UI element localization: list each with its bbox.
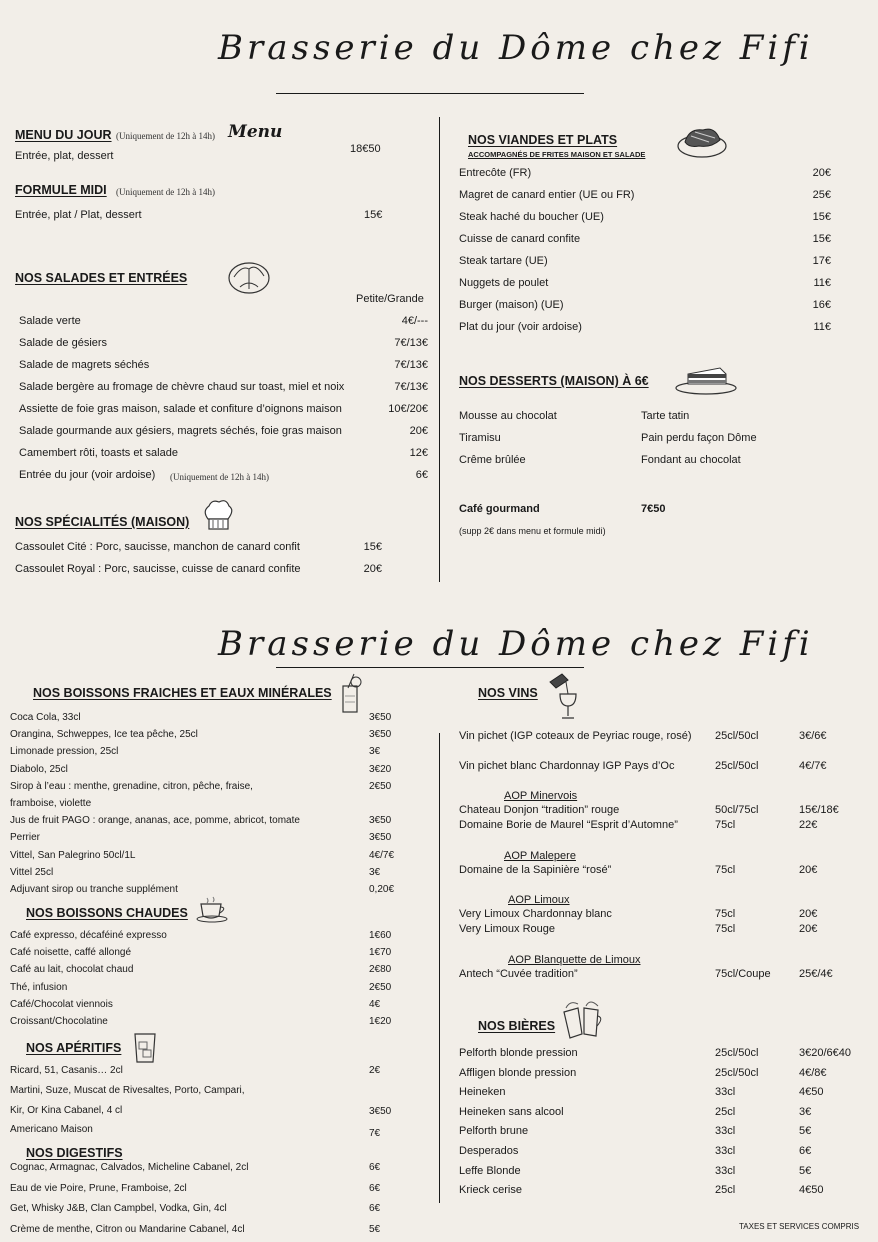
column-divider-2 xyxy=(439,733,440,1203)
viande-item-name: Nuggets de poulet xyxy=(459,277,549,289)
fraiches-item-price: 2€50 xyxy=(369,780,392,792)
aperitifs-item-name: Ricard, 51, Casanis… 2cl xyxy=(10,1065,123,1076)
digestifs-item-price: 6€ xyxy=(369,1162,381,1173)
vin-item-name: Vin pichet (IGP coteaux de Peyriac rouge, rosé) xyxy=(459,730,692,742)
chaudes-heading: NOS BOISSONS CHAUDES xyxy=(26,906,188,920)
salade-item-name: Assiette de foie gras maison, salade et confiture d’oignons maison xyxy=(19,403,342,415)
fraiches-item-name: Perrier xyxy=(10,832,41,844)
specialites-heading: NOS SPÉCIALITÉS (MAISON) xyxy=(15,515,190,529)
biere-item-size: 33cl xyxy=(715,1164,736,1177)
cabbage-icon xyxy=(226,259,272,295)
digestifs-item-price: 6€ xyxy=(369,1182,381,1194)
digestifs-item-price: 6€ xyxy=(369,1203,381,1214)
fraiches-item-name: Sirop à l’eau : menthe, grenadine, citron, pêche, fraise, xyxy=(10,780,253,792)
vins-heading: NOS VINS xyxy=(478,686,538,700)
desserts-heading: NOS DESSERTS (MAISON) À 6€ xyxy=(459,374,649,388)
salade-item-name: Salade de gésiers xyxy=(19,337,108,349)
fraiches-item-name: Adjuvant sirop ou tranche supplément xyxy=(10,884,178,895)
dessert-item: Crême brûlée xyxy=(459,454,526,466)
digestifs-item-name: Get, Whisky J&B, Clan Campbel, Vodka, Gin, 4cl xyxy=(10,1203,227,1214)
vin-item-name: Chateau Donjon “tradition” rouge xyxy=(459,804,620,816)
biere-item-size: 25cl/50cl xyxy=(715,1047,759,1059)
fraiches-item-name: Orangina, Schweppes, Ice tea pêche, 25cl xyxy=(10,729,198,741)
vin-item-size: 75cl xyxy=(715,819,736,831)
biere-item-size: 33cl xyxy=(715,1145,736,1157)
viande-item-price: 15€ xyxy=(812,233,831,245)
biere-item-name: Affligen blonde pression xyxy=(459,1066,577,1079)
biere-item-price: 5€ xyxy=(799,1125,812,1138)
aperitifs-item-name: Americano Maison xyxy=(10,1124,93,1135)
dessert-item: Mousse au chocolat xyxy=(459,410,557,422)
fraiches-item-price: 3€50 xyxy=(369,815,392,827)
salade-item-name: Salade verte xyxy=(19,315,81,327)
footer-note: TAXES ET SERVICES COMPRIS xyxy=(739,1222,860,1231)
vin-item-price: 3€/6€ xyxy=(799,730,827,742)
viande-item-name: Steak tartare (UE) xyxy=(459,255,548,267)
cafe-gourmand-note: (supp 2€ dans menu et formule midi) xyxy=(459,526,606,536)
vin-item-name: Domaine Borie de Maurel “Esprit d’Automne” xyxy=(459,819,678,831)
chaudes-item-price: 1€60 xyxy=(369,930,392,941)
viande-item-name: Magret de canard entier (UE ou FR) xyxy=(459,189,635,201)
chaudes-item-price: 2€80 xyxy=(369,964,392,976)
biere-item-size: 33cl xyxy=(715,1086,736,1099)
aperitifs-item-price: 7€ xyxy=(369,1128,381,1139)
aop-label: AOP Blanquette de Limoux xyxy=(508,954,641,966)
viande-item-price: 20€ xyxy=(812,167,831,179)
vin-item-size: 25cl/50cl xyxy=(715,730,759,742)
chaudes-item-price: 1€20 xyxy=(369,1016,392,1027)
vin-item-size: 50cl/75cl xyxy=(715,804,759,816)
menu-du-jour-heading: MENU DU JOUR xyxy=(15,128,112,142)
vin-item-size: 75cl xyxy=(715,923,736,935)
digestifs-item-name: Crème de menthe, Citron ou Mandarine Cabanel, 4cl xyxy=(10,1223,245,1235)
menu-du-jour-desc: Entrée, plat, dessert xyxy=(15,150,114,162)
aperitifs-item-name: Martini, Suze, Muscat de Rivesaltes, Porto, Campari, xyxy=(10,1085,245,1096)
fraiches-item-price: 4€/7€ xyxy=(369,849,395,861)
cafe-gourmand-label: Café gourmand xyxy=(459,503,540,515)
formule-midi-note: (Uniquement de 12h à 14h) xyxy=(116,187,215,197)
bieres-heading: NOS BIÈRES xyxy=(478,1019,556,1033)
chaudes-item-name: Thé, infusion xyxy=(10,981,68,993)
vin-item-size: 75cl/Coupe xyxy=(715,968,771,980)
salade-item-name: Salade gourmande aux gésiers, magrets séchés, foie gras maison xyxy=(19,425,342,437)
salade-item-price: 7€/13€ xyxy=(394,359,428,371)
beer-mugs-icon xyxy=(560,996,606,1042)
chaudes-item-name: Café/Chocolat viennois xyxy=(10,998,113,1010)
fraiches-item-price: 3€ xyxy=(369,746,381,758)
biere-item-price: 6€ xyxy=(799,1145,812,1157)
biere-item-price: 4€50 xyxy=(799,1086,824,1099)
biere-item-name: Heineken sans alcool xyxy=(459,1105,564,1118)
fraiches-item-name: Vittel 25cl xyxy=(10,866,54,878)
vin-item-size: 25cl/50cl xyxy=(715,760,759,772)
fraiches-item-name: Vittel, San Palegrino 50cl/1L xyxy=(10,849,136,861)
wine-pour-icon xyxy=(548,672,582,722)
salade-item-name: Salade bergère au fromage de chèvre chaud sur toast, miel et noix xyxy=(19,381,345,393)
vin-item-price: 4€/7€ xyxy=(799,760,827,772)
viande-item-price: 17€ xyxy=(812,255,831,267)
fraiches-item-price: 3€ xyxy=(369,866,381,878)
dessert-item: Pain perdu façon Dôme xyxy=(641,432,757,444)
column-divider xyxy=(439,117,440,582)
salade-item-name: Camembert rôti, toasts et salade xyxy=(19,447,178,459)
page-title: Brasserie du Dôme chez Fifi xyxy=(218,28,814,68)
chaudes-item-name: Café noisette, caffé allongé xyxy=(10,947,132,959)
fraiches-item-name: Limonade pression, 25cl xyxy=(10,746,119,758)
viandes-heading: NOS VIANDES ET PLATS xyxy=(468,133,618,147)
chaudes-item-name: Croissant/Chocolatine xyxy=(10,1016,108,1027)
vin-item-price: 20€ xyxy=(799,908,818,920)
aop-label: AOP Minervois xyxy=(504,790,578,802)
fraiches-item-name: framboise, violette xyxy=(10,798,92,809)
viande-item-price: 25€ xyxy=(812,189,831,201)
salade-item-price: 6€ xyxy=(415,469,428,481)
biere-item-size: 25cl xyxy=(715,1184,736,1197)
chef-hat-icon xyxy=(200,497,236,533)
aperitifs-item-name: Kir, Or Kina Cabanel, 4 cl xyxy=(10,1105,123,1116)
vin-item-size: 75cl xyxy=(715,864,736,876)
biere-item-name: Heineken xyxy=(459,1086,506,1099)
specialite-item-price: 15€ xyxy=(363,541,382,553)
biere-item-price: 4€/8€ xyxy=(799,1066,827,1079)
viandes-subheading: ACCOMPAGNÉS DE FRITES MAISON ET SALADE xyxy=(468,150,646,159)
page-title-2: Brasserie du Dôme chez Fifi xyxy=(218,624,814,664)
cafe-gourmand-price: 7€50 xyxy=(641,503,666,515)
digestifs-item-name: Eau de vie Poire, Prune, Framboise, 2cl xyxy=(10,1182,187,1194)
chaudes-item-name: Café expresso, décaféiné expresso xyxy=(10,930,167,941)
cocktail-icon xyxy=(336,672,366,716)
fraiches-item-name: Coca Cola, 33cl xyxy=(10,712,81,723)
salade-item-price: 7€/13€ xyxy=(394,381,428,393)
salade-item-note: (Uniquement de 12h à 14h) xyxy=(170,472,269,482)
biere-item-size: 25cl xyxy=(715,1105,736,1118)
menu-script: Menu xyxy=(228,122,283,142)
vin-item-name: Domaine de la Sapinière “rosé” xyxy=(459,864,612,876)
digestifs-item-price: 5€ xyxy=(369,1223,381,1235)
viande-item-price: 11€ xyxy=(813,321,831,333)
salade-item-name: Salade de magrets séchés xyxy=(19,359,150,371)
chaudes-item-price: 1€70 xyxy=(369,947,392,959)
aop-label: AOP Limoux xyxy=(508,894,570,906)
title-divider xyxy=(276,93,584,94)
biere-item-price: 4€50 xyxy=(799,1184,824,1197)
vin-item-price: 20€ xyxy=(799,864,818,876)
specialite-item-price: 20€ xyxy=(363,563,382,575)
formule-midi-price: 15€ xyxy=(364,209,383,221)
biere-item-name: Pelforth brune xyxy=(459,1125,529,1138)
viande-item-price: 15€ xyxy=(812,211,831,223)
chaudes-item-price: 4€ xyxy=(369,998,381,1010)
vin-item-price: 15€/18€ xyxy=(799,804,839,816)
fraiches-item-name: Diabolo, 25cl xyxy=(10,763,68,775)
vin-item-name: Very Limoux Chardonnay blanc xyxy=(459,908,612,920)
viande-item-name: Entrecôte (FR) xyxy=(459,167,532,179)
vin-item-price: 22€ xyxy=(799,819,818,831)
chaudes-item-price: 2€50 xyxy=(369,981,392,993)
fraiches-heading: NOS BOISSONS FRAICHES ET EAUX MINÉRALES xyxy=(33,686,332,700)
vin-item-price: 20€ xyxy=(799,923,818,935)
viande-item-name: Cuisse de canard confite xyxy=(459,233,581,245)
vin-item-price: 25€/4€ xyxy=(799,968,833,980)
chaudes-item-name: Café au lait, chocolat chaud xyxy=(10,964,134,976)
aop-label: AOP Malepere xyxy=(504,850,576,862)
biere-item-price: 3€20/6€40 xyxy=(799,1047,851,1059)
salade-item-name: Entrée du jour (voir ardoise) xyxy=(19,469,156,481)
fraiches-item-price: 3€50 xyxy=(369,729,392,741)
dessert-item: Tiramisu xyxy=(459,432,501,444)
menu-du-jour-price: 18€50 xyxy=(350,143,381,155)
menu-du-jour-note: (Uniquement de 12h à 14h) xyxy=(116,131,215,141)
specialite-item-name: Cassoulet Royal : Porc, saucisse, cuisse de canard confite xyxy=(15,563,301,575)
fraiches-item-name: Jus de fruit PAGO : orange, ananas, ace, pomme, abricot, tomate xyxy=(10,815,300,827)
salade-item-price: 20€ xyxy=(409,425,428,437)
vin-item-size: 75cl xyxy=(715,908,736,920)
dessert-item: Fondant au chocolat xyxy=(641,454,741,466)
biere-item-name: Krieck cerise xyxy=(459,1184,522,1197)
biere-item-size: 25cl/50cl xyxy=(715,1066,759,1079)
viande-item-name: Burger (maison) (UE) xyxy=(459,299,564,311)
whisky-glass-icon xyxy=(130,1030,160,1066)
biere-item-name: Desperados xyxy=(459,1145,519,1157)
specialite-item-name: Cassoulet Cité : Porc, saucisse, manchon de canard confit xyxy=(15,541,300,553)
salade-item-price: 10€/20€ xyxy=(388,403,428,415)
digestifs-item-name: Cognac, Armagnac, Calvados, Micheline Cabanel, 2cl xyxy=(10,1162,249,1173)
vin-item-name: Vin pichet blanc Chardonnay IGP Pays d’Oc xyxy=(459,760,675,772)
salades-heading: NOS SALADES ET ENTRÉES xyxy=(15,271,188,285)
salade-item-price: 12€ xyxy=(409,447,428,459)
fraiches-item-price: 3€50 xyxy=(369,832,392,844)
digestifs-heading: NOS DIGESTIFS xyxy=(26,1146,123,1160)
size-header: Petite/Grande xyxy=(356,293,424,305)
vin-item-name: Very Limoux Rouge xyxy=(459,923,555,935)
fraiches-item-price: 0,20€ xyxy=(369,884,395,895)
title-divider-2 xyxy=(276,667,584,668)
biere-item-price: 3€ xyxy=(799,1105,812,1118)
biere-item-name: Pelforth blonde pression xyxy=(459,1047,578,1059)
dessert-item: Tarte tatin xyxy=(641,410,690,422)
cake-icon xyxy=(674,362,738,396)
fraiches-item-price: 3€20 xyxy=(369,763,392,775)
aperitifs-item-price: 2€ xyxy=(369,1065,381,1076)
viande-item-price: 11€ xyxy=(813,277,831,289)
fraiches-item-price: 3€50 xyxy=(369,712,392,723)
steak-plate-icon xyxy=(675,122,729,160)
salade-item-price: 7€/13€ xyxy=(394,337,428,349)
vin-item-name: Antech “Cuvée tradition” xyxy=(459,968,578,980)
formule-midi-heading: FORMULE MIDI xyxy=(15,183,107,197)
aperitifs-heading: NOS APÉRITIFS xyxy=(26,1041,122,1055)
coffee-cup-icon xyxy=(195,896,231,924)
aperitifs-item-price: 3€50 xyxy=(369,1106,392,1117)
viande-item-name: Steak haché du boucher (UE) xyxy=(459,211,604,223)
biere-item-price: 5€ xyxy=(799,1164,812,1177)
salade-item-price: 4€/--- xyxy=(401,315,428,327)
biere-item-name: Leffe Blonde xyxy=(459,1164,521,1177)
formule-midi-desc: Entrée, plat / Plat, dessert xyxy=(15,209,142,221)
biere-item-size: 33cl xyxy=(715,1125,736,1138)
viande-item-name: Plat du jour (voir ardoise) xyxy=(459,321,582,333)
viande-item-price: 16€ xyxy=(812,299,831,311)
